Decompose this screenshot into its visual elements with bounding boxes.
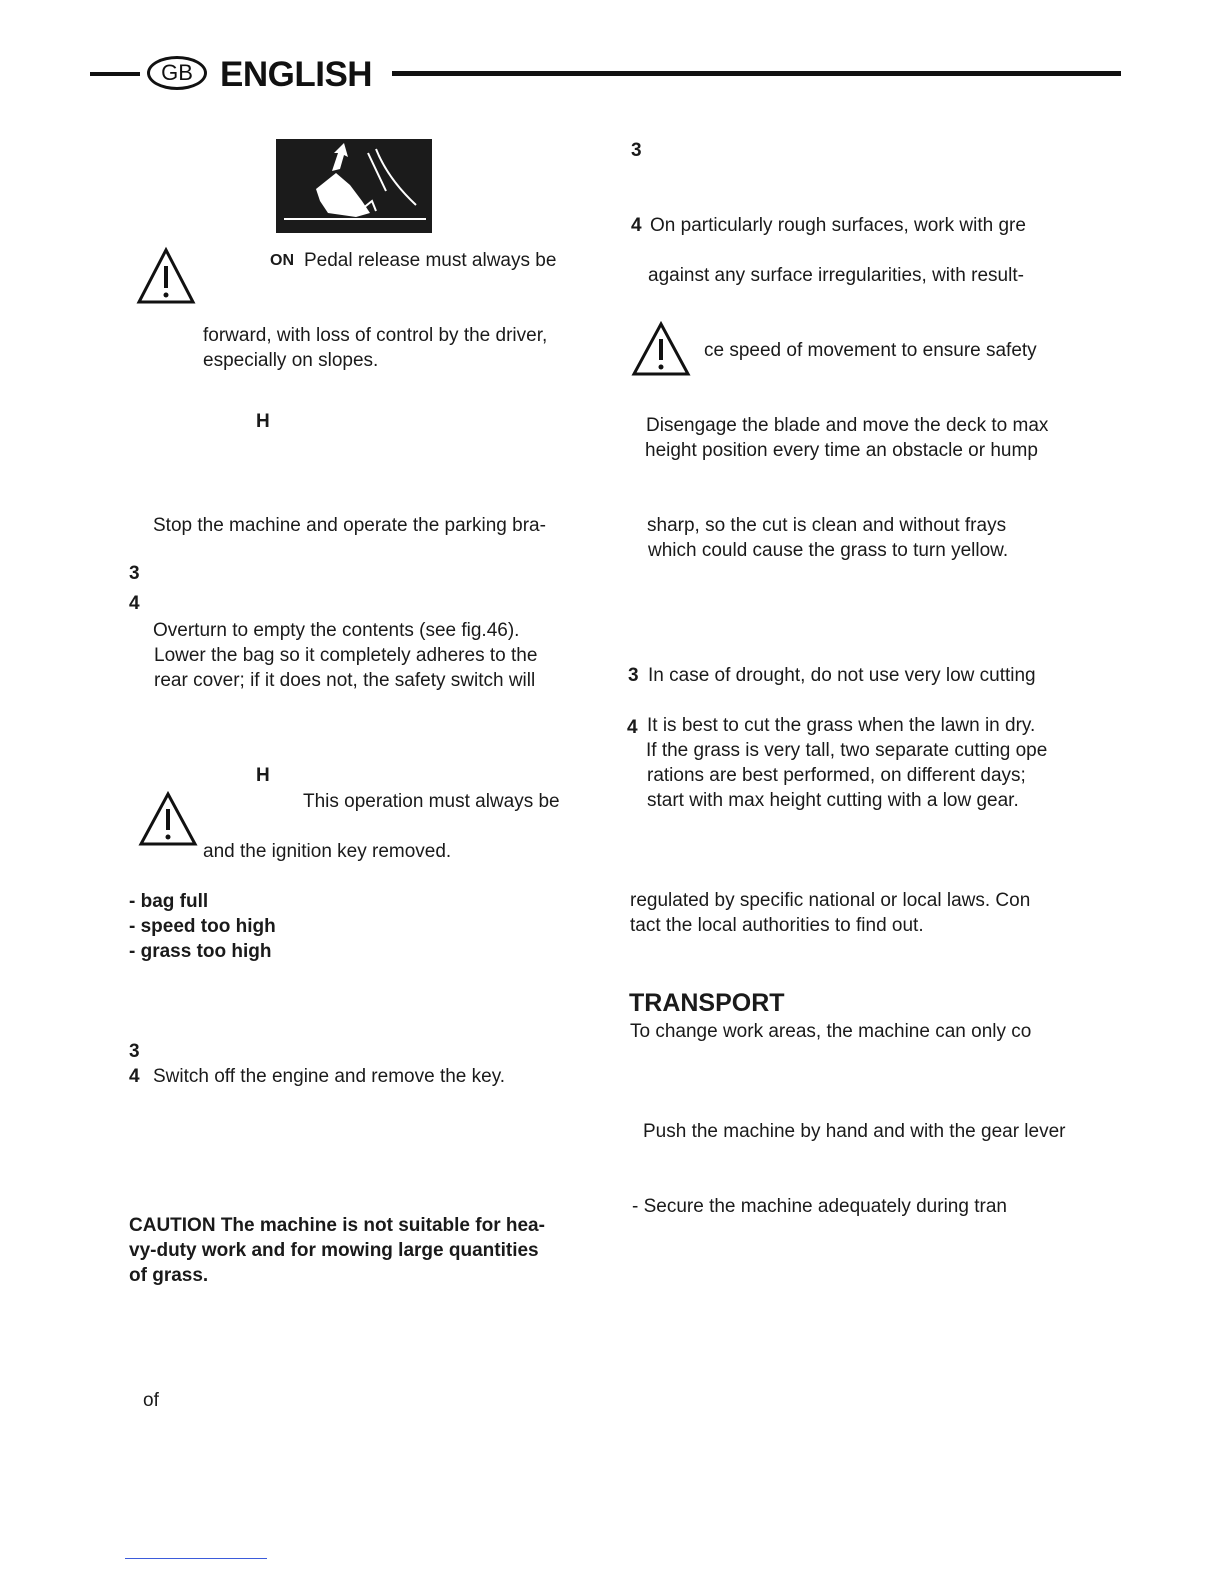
pedal-release-illustration <box>276 139 432 233</box>
header-rule-left <box>90 72 140 76</box>
section-heading-h2: H <box>256 765 270 786</box>
caution1-line2: forward, with loss of control by the driver, <box>203 325 548 346</box>
sharp-blade-line1: sharp, so the cut is clean and without frays <box>647 515 1007 536</box>
footer-link-underline <box>125 1558 267 1559</box>
cause-item: - bag full <box>129 891 209 912</box>
caution3-line1: CAUTION The machine is not suitable for hea- <box>129 1215 545 1236</box>
step-number-3: 3 <box>129 563 140 584</box>
laws-line1: regulated by specific national or local laws. Con <box>630 890 1031 911</box>
section-heading-transport: TRANSPORT <box>629 989 785 1017</box>
header-rule-right <box>392 71 1121 76</box>
dry-lawn-line4: start with max height cutting with a low gear. <box>647 790 1019 811</box>
section-heading-h1: H <box>256 411 270 432</box>
dry-lawn-line1: It is best to cut the grass when the lawn in dry. <box>647 715 1036 736</box>
dry-lawn-line3: rations are best performed, on different days; <box>647 765 1026 786</box>
step-number-3: 3 <box>628 665 639 686</box>
disengage-line1: Disengage the blade and move the deck to max <box>646 415 1049 436</box>
step-number-4: 4 <box>129 593 140 614</box>
laws-line2: tact the local authorities to find out. <box>630 915 924 936</box>
caution3-line3: of grass. <box>129 1265 209 1286</box>
overturn-line1: Overturn to empty the contents (see fig.46). <box>153 620 520 641</box>
secure-machine-line: - Secure the machine adequately during tran <box>632 1196 1007 1217</box>
overturn-line2: Lower the bag so it completely adheres to the <box>154 645 538 666</box>
warning-triangle-icon <box>135 246 197 306</box>
overturn-line3: rear cover; if it does not, the safety switch will <box>154 670 536 691</box>
caution3-line2: vy-duty work and for mowing large quantities <box>129 1240 539 1261</box>
switch-off-line: Switch off the engine and remove the key. <box>153 1066 506 1087</box>
pedal-foot-icon <box>276 139 432 233</box>
cause-item: - grass too high <box>129 941 272 962</box>
step-number-3: 3 <box>631 140 642 161</box>
sharp-blade-line2: which could cause the grass to turn yellow. <box>648 540 1009 561</box>
step-number-3: 3 <box>129 1041 140 1062</box>
push-machine-line: Push the machine by hand and with the gear lever <box>643 1121 1066 1142</box>
step-number-4: 4 <box>129 1066 140 1087</box>
language-badge: GB <box>147 56 207 90</box>
warning-triangle-icon <box>137 790 199 848</box>
disengage-line2: height position every time an obstacle or hump <box>645 440 1038 461</box>
transport-line: To change work areas, the machine can only co <box>630 1021 1032 1042</box>
fragment-of: of <box>143 1390 159 1411</box>
caution1-line3: especially on slopes. <box>203 350 379 371</box>
dry-lawn-line2: If the grass is very tall, two separate cutting ope <box>646 740 1048 761</box>
reduce-speed-line: ce speed of movement to ensure safety <box>704 340 1037 361</box>
step-number-4: 4 <box>627 717 638 738</box>
rough-surfaces-line: On particularly rough surfaces, work with gre <box>650 215 1026 236</box>
irregularities-line: against any surface irregularities, with result- <box>648 265 1024 286</box>
caution-fragment: ON <box>270 252 294 269</box>
cause-item: - speed too high <box>129 916 276 937</box>
page-title: ENGLISH <box>220 55 373 94</box>
caution1-line1: Pedal release must always be <box>304 250 557 271</box>
step-number-4: 4 <box>631 215 642 236</box>
caution2-line1: This operation must always be <box>303 791 560 812</box>
warning-triangle-icon <box>630 320 692 378</box>
drought-line: In case of drought, do not use very low cutting <box>648 665 1036 686</box>
stop-machine-line: Stop the machine and operate the parking bra- <box>153 515 546 536</box>
caution2-line2: and the ignition key removed. <box>203 841 452 862</box>
